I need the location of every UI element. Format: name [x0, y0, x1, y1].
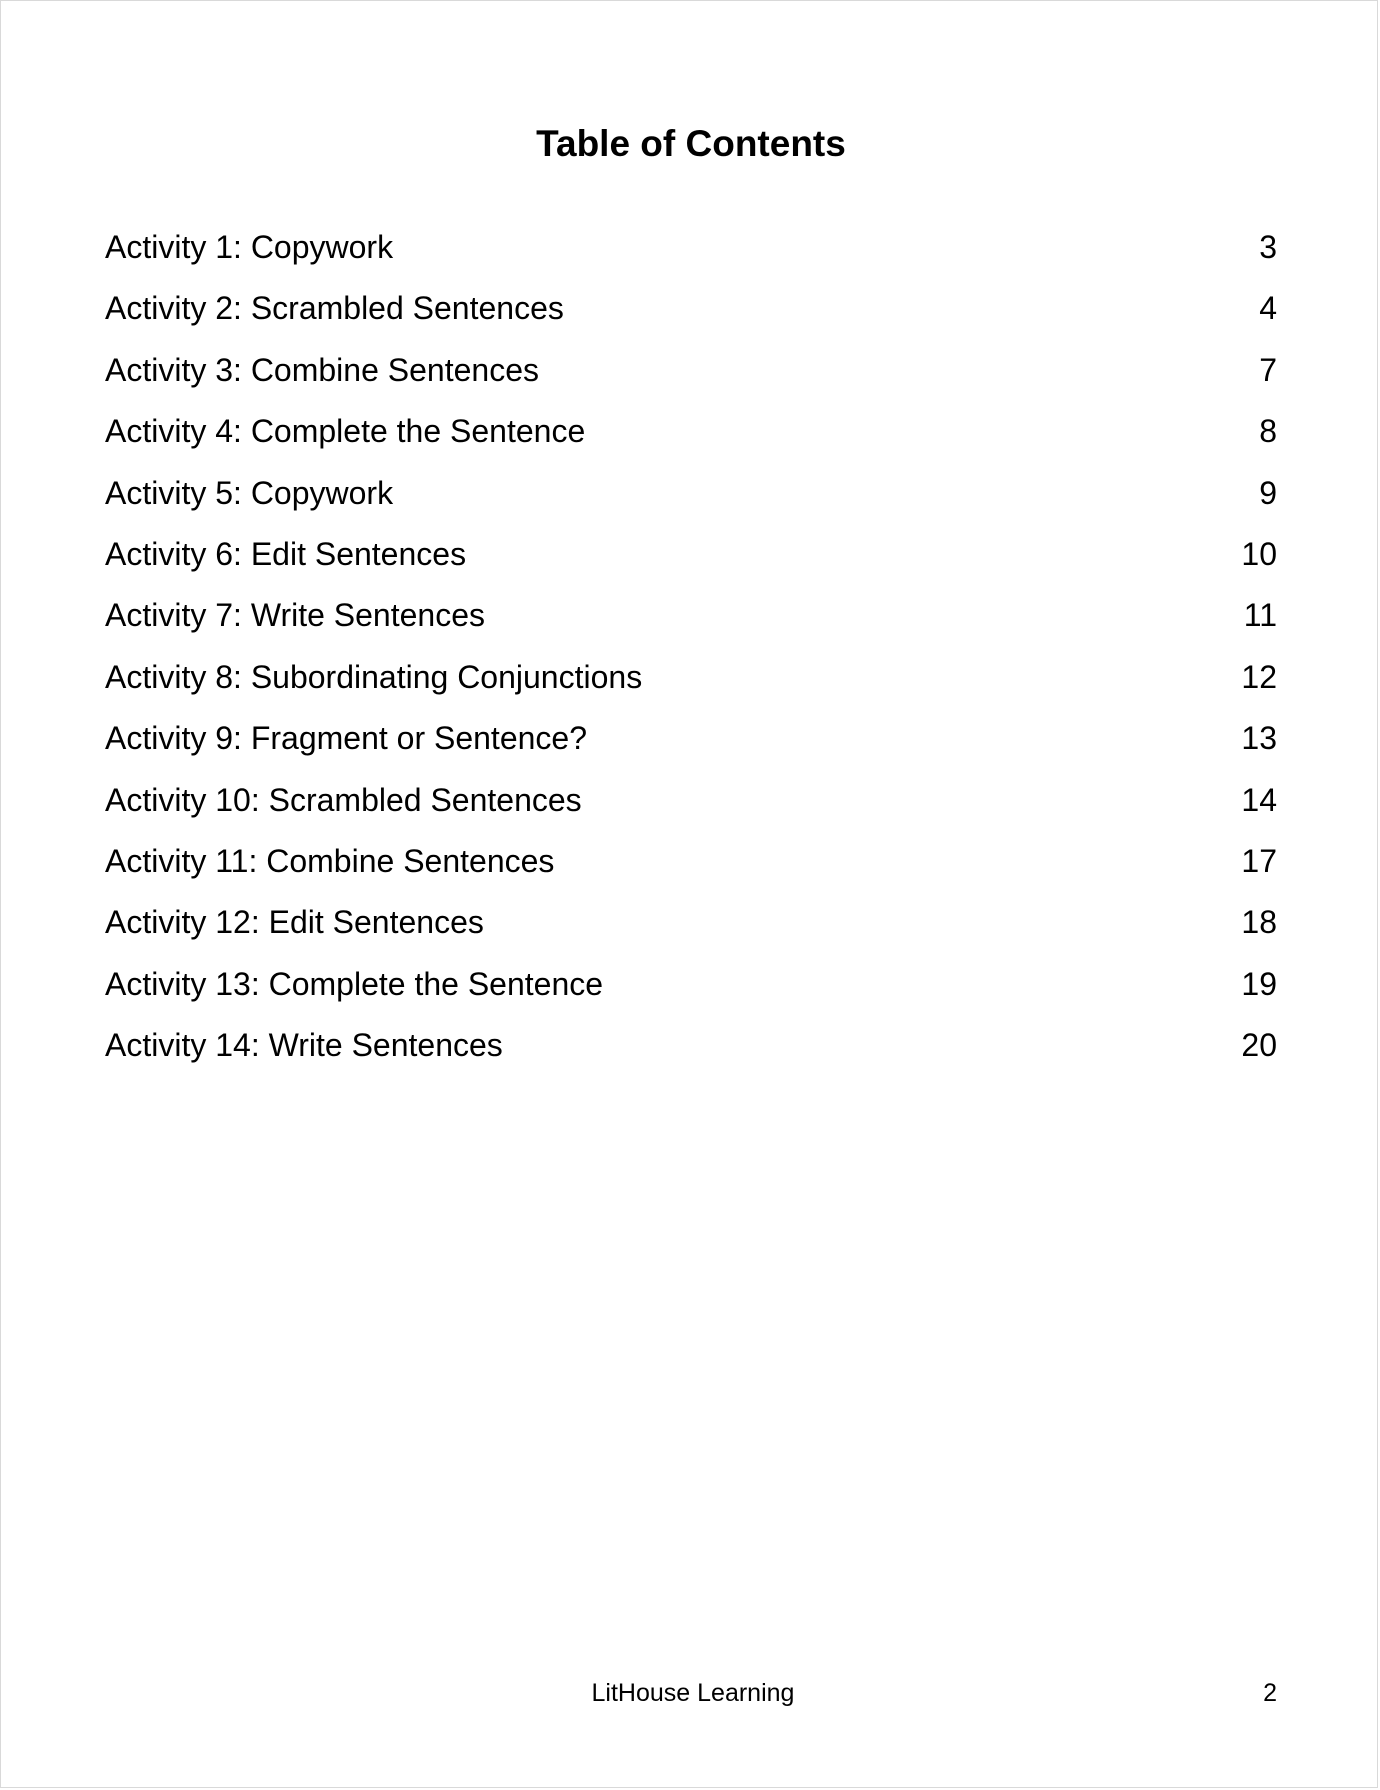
toc-entry-6 — [105, 524, 1277, 585]
toc-entry-page: 11 — [1243, 597, 1277, 634]
toc-entry-page: 14 — [1241, 781, 1277, 818]
toc-entry-5 — [105, 463, 1277, 524]
toc-entry-12 — [105, 892, 1277, 953]
toc-entry-label: Activity 14: Write Sentences — [105, 1027, 503, 1064]
toc-entry-13 — [105, 954, 1277, 1015]
toc-entry-page: 18 — [1241, 904, 1277, 941]
toc-entry-page: 7 — [1259, 351, 1277, 388]
toc-entry-3 — [105, 340, 1277, 401]
toc-entry-page: 12 — [1241, 658, 1277, 695]
page-title: Table of Contents — [536, 123, 846, 164]
toc-entry-label: Activity 10: Scrambled Sentences — [105, 781, 582, 818]
toc-entry-label: Activity 12: Edit Sentences — [105, 904, 484, 941]
toc-entry-label: Activity 3: Combine Sentences — [105, 351, 539, 388]
toc-entry-14 — [105, 1015, 1277, 1076]
toc-entry-label: Activity 8: Subordinating Conjunctions — [105, 658, 643, 695]
table-of-contents — [105, 217, 1277, 1076]
toc-entry-label: Activity 9: Fragment or Sentence? — [105, 720, 587, 757]
toc-entry-page: 10 — [1241, 535, 1277, 572]
footer-publisher: LitHouse Learning — [591, 1679, 795, 1707]
toc-entry-label: Activity 13: Complete the Sentence — [105, 965, 604, 1002]
toc-entry-page: 13 — [1241, 720, 1277, 757]
toc-entry-label: Activity 1: Copywork — [105, 229, 394, 265]
toc-entry-page: 20 — [1241, 1027, 1277, 1064]
toc-entry-label: Activity 7: Write Sentences — [105, 597, 485, 634]
toc-entry-page: 17 — [1241, 842, 1277, 879]
toc-entry-label: Activity 11: Combine Sentences — [105, 842, 555, 879]
toc-entry-page: 3 — [1259, 229, 1277, 265]
toc-entry-label: Activity 5: Copywork — [105, 474, 394, 511]
toc-entry-4 — [105, 401, 1277, 462]
toc-entry-1 — [105, 217, 1277, 278]
toc-entry-2 — [105, 278, 1277, 339]
toc-entry-page: 19 — [1241, 965, 1277, 1002]
toc-entry-9 — [105, 708, 1277, 769]
footer-page-number: 2 — [1263, 1679, 1277, 1707]
toc-entry-10 — [105, 770, 1277, 831]
toc-entry-7 — [105, 585, 1277, 646]
toc-entry-page: 4 — [1259, 290, 1277, 327]
toc-entry-8 — [105, 647, 1277, 708]
toc-entry-11 — [105, 831, 1277, 892]
toc-entry-label: Activity 4: Complete the Sentence — [105, 413, 586, 450]
toc-entry-page: 9 — [1259, 474, 1277, 511]
toc-entry-label: Activity 2: Scrambled Sentences — [105, 290, 564, 327]
toc-entry-page: 8 — [1259, 413, 1277, 450]
toc-entry-label: Activity 6: Edit Sentences — [105, 535, 467, 572]
